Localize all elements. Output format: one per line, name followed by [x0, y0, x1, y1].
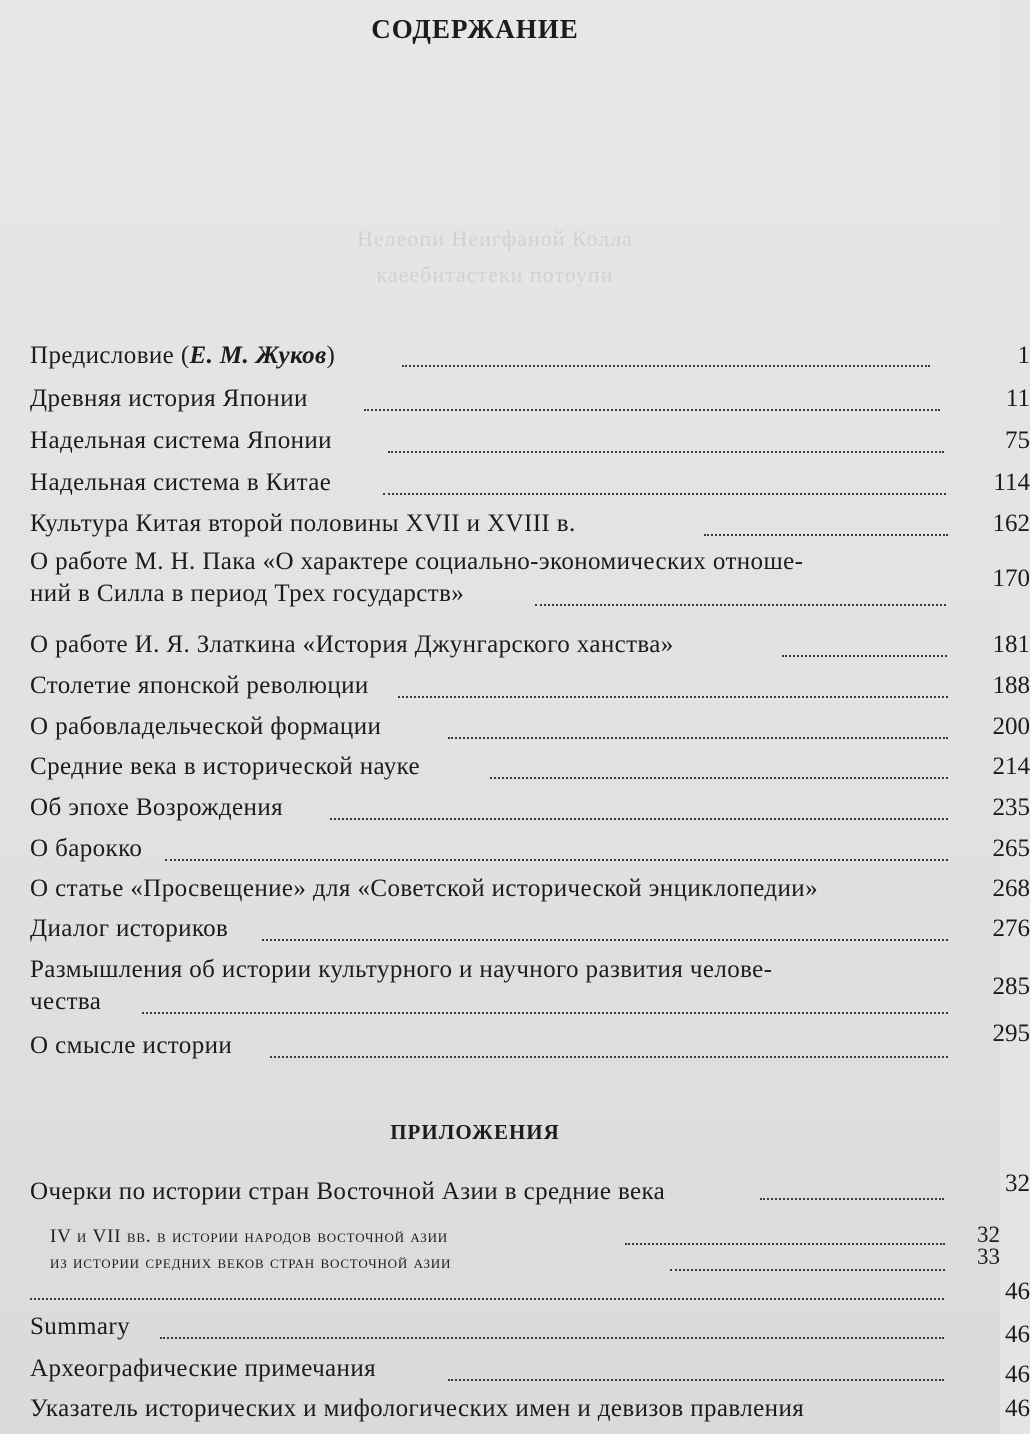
bleed-through-text: Нелеопи Неигфаной Колла [357, 226, 633, 251]
toc-entry-title-line1: О работе М. Н. Пака «О характере социально-экономических отноше- [30, 548, 804, 575]
dot-leader [330, 818, 948, 820]
toc-entry-title: О статье «Просвещение» для «Советской исторической энциклопедии» [30, 875, 818, 902]
appendix-entry-page: 46 [1005, 1361, 1030, 1388]
toc-entry-title-line1: Размышления об истории культурного и научного развития челове- [30, 956, 773, 983]
appendix-entry-title: IV и VII вв. в истории народов восточной азии [50, 1226, 448, 1247]
appendix-entry-title: Указатель исторических и мифологических имен и девизов правления [30, 1395, 805, 1422]
dot-leader [160, 1337, 944, 1339]
toc-entry-page: 276 [992, 915, 1030, 942]
toc-entry-page: 235 [992, 794, 1030, 821]
appendix-entry-page: 46 [1005, 1395, 1030, 1422]
toc-entry-title: Древняя история Японии [30, 385, 308, 412]
toc-entry [30, 954, 1030, 1030]
toc-entry-page: 170 [992, 565, 1030, 592]
toc-entry-page: 162 [992, 510, 1030, 537]
toc-entry [30, 1020, 1030, 1070]
toc-entry-page: 11 [1005, 385, 1030, 412]
dot-leader [704, 534, 948, 536]
appendix-entry-title: из истории средних веков стран восточной азии [50, 1252, 452, 1273]
dot-leader [535, 604, 946, 606]
appendix-entry-page: 32 [1005, 1170, 1030, 1197]
toc-entry-author: Е. М. Жуков [189, 342, 327, 369]
toc-entry-page: 285 [992, 973, 1030, 1000]
toc-entry-title-line2: чества [30, 988, 102, 1015]
toc-entry-page: 114 [993, 469, 1030, 496]
appendix-entry [30, 1353, 1030, 1393]
appendix-entry [30, 1272, 1030, 1312]
toc-entry [30, 546, 1030, 622]
dot-leader [364, 409, 940, 411]
dot-leader [398, 696, 948, 698]
toc-entry-page: 181 [992, 631, 1030, 658]
toc-entry [30, 508, 1030, 548]
dot-leader [448, 737, 948, 739]
toc-entry [30, 383, 1030, 423]
dot-leader [670, 1269, 945, 1271]
dot-leader [625, 1243, 945, 1245]
dot-leader [448, 1379, 944, 1381]
dot-leader [30, 1298, 944, 1300]
toc-entry-page: 268 [992, 875, 1030, 902]
toc-entry [30, 913, 1030, 953]
appendix-entry-page: 46 [1005, 1321, 1030, 1348]
toc-entry-title: Диалог историков [30, 915, 229, 942]
dot-leader [782, 655, 947, 657]
dot-leader [383, 493, 946, 495]
toc-entry-title: О смысле истории [30, 1032, 233, 1059]
dot-leader [388, 451, 944, 453]
toc-entry-page: 188 [992, 672, 1030, 699]
dot-leader [262, 939, 948, 941]
toc-entry-page: 1 [1017, 342, 1030, 369]
toc-entry-page: 200 [992, 713, 1030, 740]
dot-leader [490, 777, 948, 779]
bleed-through-text: каеебитастеки потоупи [376, 262, 614, 287]
toc-entry [30, 833, 1030, 873]
dot-leader [760, 1198, 944, 1200]
dot-leader [402, 365, 930, 367]
appendix-entry [30, 1393, 1030, 1433]
toc-entry-title: Культура Китая второй половины XVII и XVIII в. [30, 510, 576, 537]
appendix-entry-title: Археографические примечания [30, 1355, 376, 1382]
dot-leader [165, 859, 948, 861]
toc-entry [30, 340, 1030, 380]
appendix-entry-title: Очерки по истории стран Восточной Азии в средние века [30, 1178, 666, 1205]
toc-entry-title: О работе И. Я. Златкина «История Джунгарского ханства» [30, 631, 674, 658]
appendix-entry-page: 33 [977, 1244, 1000, 1269]
toc-entry-title: Об эпохе Возрождения [30, 794, 284, 821]
toc-entry-title: Столетие японской революции [30, 672, 369, 699]
toc-entry [30, 467, 1030, 507]
appendix-entry-page: 46 [1005, 1278, 1030, 1305]
toc-entry [30, 670, 1030, 710]
appendix-entry-title: Summary [30, 1313, 131, 1340]
toc-entry-page: 265 [992, 835, 1030, 862]
toc-entry [30, 425, 1030, 465]
contents-heading: СОДЕРЖАНИЕ [371, 14, 579, 44]
toc-entry-title: О рабовладельческой формации [30, 713, 382, 740]
toc-entry [30, 711, 1030, 751]
toc-entry-title: Надельная система Японии [30, 427, 332, 454]
toc-entry-page: 75 [1005, 427, 1030, 454]
dot-leader [142, 1012, 948, 1014]
dot-leader [270, 1056, 948, 1058]
appendix-heading: ПРИЛОЖЕНИЯ [390, 1120, 560, 1144]
toc-entry [30, 751, 1030, 791]
appendix-entry [30, 1170, 1030, 1216]
toc-entry-title: Средние века в исторической науке [30, 753, 421, 780]
toc-entry-page: 295 [992, 1020, 1030, 1047]
toc-entry-title-line2: ний в Силла в период Трех государств» [30, 580, 465, 607]
appendix-entry [30, 1311, 1030, 1351]
toc-entry-page: 214 [992, 753, 1030, 780]
toc-entry [30, 629, 1030, 669]
toc-entry [30, 792, 1030, 832]
toc-entry [30, 873, 1030, 913]
toc-entry-title: Надельная система в Китае [30, 469, 332, 496]
toc-entry-title: Предисловие (Е. М. Жуков) [30, 342, 336, 369]
toc-entry-title: О барокко [30, 835, 143, 862]
appendix-entry-page: 32 [977, 1222, 1000, 1247]
